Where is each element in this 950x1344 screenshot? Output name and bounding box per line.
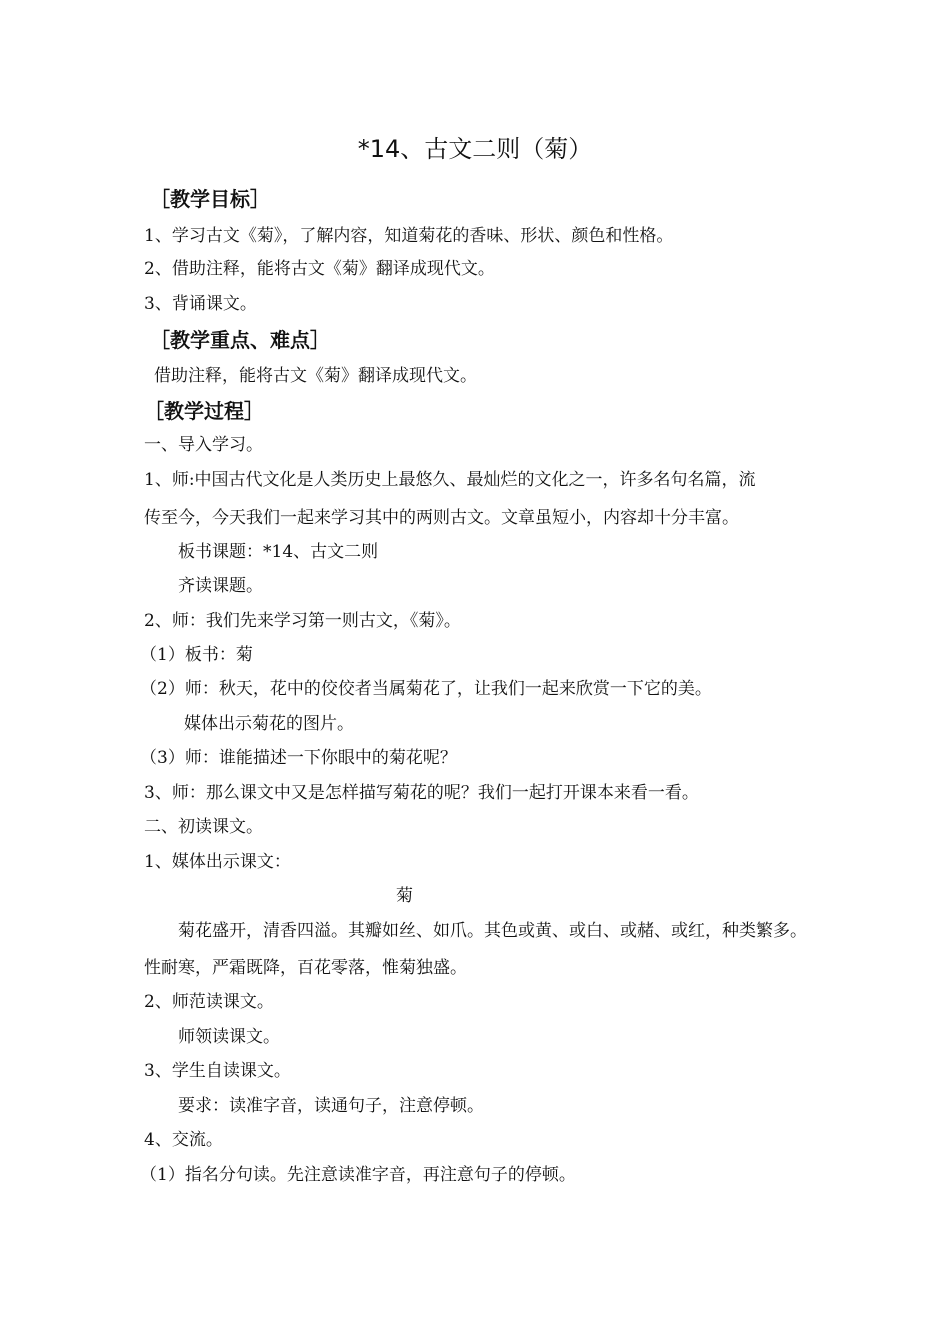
process-line: 3、师：那么课文中又是怎样描写菊花的呢？我们一起打开课本来看一看。: [144, 783, 699, 803]
process-line: （2）师：秋天，花中的佼佼者当属菊花了，让我们一起来欣赏一下它的美。: [140, 679, 712, 699]
process-line: 齐读课题。: [178, 576, 263, 596]
process-line: 2、师范读课文。: [144, 992, 274, 1012]
process-line: 师领读课文。: [178, 1027, 280, 1047]
process-heading: ［教学过程］: [144, 399, 264, 423]
objective-item: 1、学习古文《菊》，了解内容，知道菊花的香味、形状、颜色和性格。: [144, 226, 674, 246]
process-line: 4、交流。: [144, 1130, 223, 1150]
process-line: 板书课题：*14、古文二则: [178, 542, 379, 562]
keypoints-text: 借助注释，能将古文《菊》翻译成现代文。: [154, 366, 477, 386]
process-line: 要求：读准字音，读通句子，注意停顿。: [178, 1096, 484, 1116]
keypoints-heading: ［教学重点、难点］: [150, 328, 330, 352]
process-line: 一、导入学习。: [144, 435, 263, 455]
process-line: 媒体出示菊花的图片。: [184, 714, 354, 734]
process-line: （1）指名分句读。先注意读准字音，再注意句子的停顿。: [140, 1165, 576, 1185]
process-line: 1、师:中国古代文化是人类历史上最悠久、最灿烂的文化之一，许多名句名篇，流: [144, 470, 756, 490]
document-title: *14、古文二则（菊）: [357, 135, 593, 163]
process-line: 1、媒体出示课文：: [144, 852, 291, 872]
poem-text: 性耐寒，严霜既降，百花零落，惟菊独盛。: [144, 958, 467, 978]
process-line: 2、师：我们先来学习第一则古文，《菊》。: [144, 611, 461, 631]
objective-item: 3、背诵课文。: [144, 294, 257, 314]
process-line: 传至今，今天我们一起来学习其中的两则古文。文章虽短小，内容却十分丰富。: [144, 508, 739, 528]
objectives-heading: ［教学目标］: [150, 187, 270, 211]
process-line: 3、学生自读课文。: [144, 1061, 291, 1081]
poem-text: 菊花盛开，清香四溢。其瓣如丝、如爪。其色或黄、或白、或赭、或红，种类繁多。: [178, 921, 807, 941]
process-line: 二、初读课文。: [144, 817, 263, 837]
poem-title: 菊: [396, 886, 413, 906]
process-line: （1）板书：菊: [140, 645, 253, 665]
process-line: （3）师：谁能描述一下你眼中的菊花呢？: [140, 748, 457, 768]
objective-item: 2、借助注释，能将古文《菊》翻译成现代文。: [144, 259, 495, 279]
